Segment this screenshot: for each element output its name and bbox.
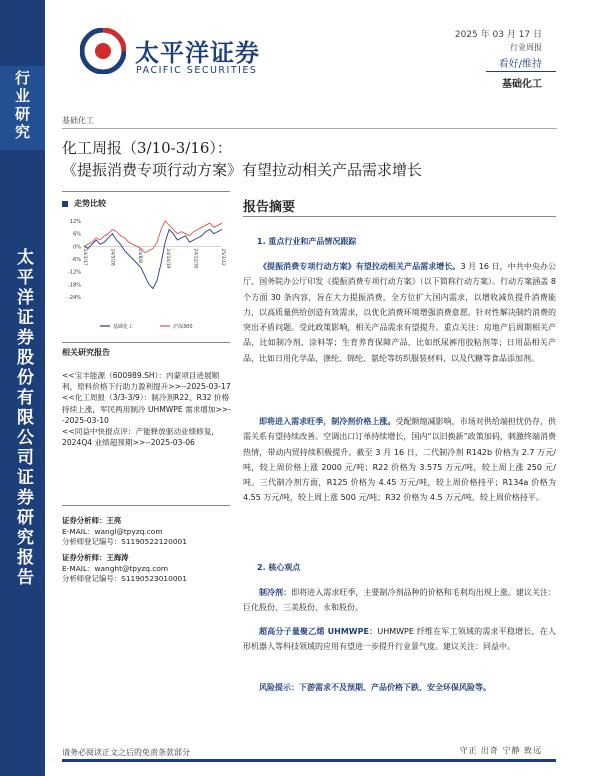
summary-heading: 报告摘要 [243, 200, 296, 215]
related-reports [62, 370, 232, 448]
brand-name-cn: 太平洋证券 [135, 39, 260, 67]
series-line [84, 229, 222, 288]
analyst-email[interactable]: E-MAIL：wangl@tpyzq.com [62, 526, 163, 536]
paragraph-lead: 超高分子量聚乙烯 UHMWPE： [259, 627, 378, 636]
y-tick-label: 12% [69, 219, 81, 225]
summary-divider [243, 216, 556, 217]
footer-disclaimer: 请务必阅读正文之后的免责条款部分 [62, 748, 190, 757]
legend-label: 沪深300 [173, 324, 193, 330]
left-top-rule [62, 191, 230, 192]
analyst-cert: 分析师登记编号：S1190523010001 [62, 574, 187, 584]
sector: 基础化工 [502, 79, 542, 90]
x-tick-label: 25/3/12 [220, 248, 225, 266]
paragraph-body: 受配额缩减影响，市场对供给端担忧仍存，供需关系有望持续改善。空调出口订单持续增长，国内“以旧换新”政策加码，刺激终端消费热情，带动内贸持续积极提升。截至 3 月 16 日，二代制冷剂 R142b 价格为 2.7 万元/吨，较上周价格上涨 2000 元/吨；R22 价格为 3.575 万元/吨，较上周上涨 250 元/吨。三代制冷剂方面，R125 价格为 4.45 万元/吨，较上周价格持平；R134a 价格为 4.55 万元/吨，较上周上涨 500 元/吨；R32 价格为 4.5 万元/吨，较上周价格持平。 [243, 417, 557, 503]
related-report-item[interactable]: <<宝丰能源（600989.SH）：内蒙项目进展顺利，原料价格下行助力盈利提升>>--2025-03-17 [62, 371, 231, 392]
y-tick-label: -6% [71, 257, 81, 263]
paragraph-consumption [243, 259, 556, 366]
x-tick-label: 24/5/28 [109, 248, 115, 266]
sidebar-bottom-label: 太平洋证券股份有限公司证券研究报告 [13, 248, 33, 588]
analyst-cert: 分析师登记编号：S1190522120001 [62, 537, 187, 547]
title-divider [62, 128, 557, 129]
paragraph-body: 3 月 16 日，中共中央办公厅、国务院办公厅印发《提振消费专项行动方案》（以下简称行动方案）。行动方案涵盖 8 个方面 30 条内容，旨在大力提振消费，全方位扩大国内需求，以增收减负提升消费能力，以高质量供给创造有效需求，以优化消费环境增强消费意愿，针对性解决制约消费的突出矛盾问题。受此政策影响，相关产品需求有望提升。重点关注：房地产后周期相关产品，比如制冷剂、涂料等；生育养育保障产品，比如纸尿裤用胶粘剂等；日用品相关产品，比如日用化学品，涤纶、锦纶、氨纶等纺织服装材料，以及代糖等食品添加剂。 [243, 262, 556, 363]
page-title-line2: 《提振消费专项行动方案》有望拉动相关产品需求增长 [62, 161, 423, 179]
company-logo [80, 28, 126, 74]
left-mid-rule [62, 342, 230, 343]
brand-name-en: PACIFIC SECURITIES [136, 65, 258, 76]
trend-heading [62, 198, 106, 209]
square-icon [62, 201, 68, 207]
breadcrumb: 基础化工 [62, 116, 94, 125]
sidebar-top-label: 行业研究 [13, 70, 31, 142]
x-tick-label: 24/12/30 [192, 248, 198, 269]
legend-label: 基础化工 [113, 324, 134, 330]
x-tick-label: 24/10/19 [164, 248, 170, 269]
analyst-block [62, 516, 232, 548]
trend-heading-text: 走势比较 [74, 199, 106, 208]
analyst-email[interactable]: E-MAIL：wanght@tpyzq.com [62, 563, 169, 573]
y-tick-label: -12% [68, 269, 81, 276]
related-report-item[interactable]: <<同益中快报点评：产能释放驱动业绩修复，2024Q4 业绩超预期>>--2025-03-06 [62, 427, 220, 448]
trend-chart [62, 213, 230, 333]
x-tick-label: 24/8/8 [137, 248, 143, 263]
y-tick-label: 0% [73, 244, 81, 251]
left-bottom-rule [62, 505, 230, 506]
paragraph-lead: 制冷剂： [259, 588, 292, 597]
analyst-name: 证券分析师：王亮 [62, 516, 122, 525]
paragraph-lead: 《提振消费专项行动方案》有望拉动相关产品需求增长。 [259, 262, 461, 271]
paragraph-refrigerant [243, 414, 556, 506]
footer-motto: 守正 出奇 宁静 致远 [459, 746, 542, 755]
paragraph-uhmwpe-view [243, 624, 556, 655]
analyst-name: 证券分析师：王海涛 [62, 553, 129, 562]
series-line [84, 221, 222, 253]
paragraph-lead: 即将进入需求旺季，制冷剂价格上涨。 [259, 417, 396, 426]
related-heading: 相关研究报告 [62, 348, 110, 357]
header-divider [486, 71, 556, 72]
page-title-line1: 化工周报（3/10-3/16）： [62, 139, 232, 157]
x-tick-label: 24/3/17 [82, 248, 87, 266]
paragraph-refrigerant-view [243, 585, 556, 616]
report-date: 2025 年 03 月 17 日 [454, 30, 542, 40]
section-2-heading: 2. 核心观点 [257, 563, 301, 572]
section-1-heading: 1. 重点行业和产品情况跟踪 [257, 237, 357, 246]
related-report-item[interactable]: <<化工周报（3/3-3/9）：制冷剂R22、R32 价格持续上涨，军民两用制冷 UHMWPE 需求增加>>--2025-03-10 [62, 393, 231, 425]
rating: 看好/维持 [498, 59, 542, 70]
risk-warning: 风险提示：下游需求不及预期、产品价格下跌、安全环保风险等。 [259, 683, 491, 692]
footer-bar [62, 759, 556, 762]
paragraph-body: 即将进入需求旺季，主要制冷剂品种的价格和毛利均出现上涨。建议关注：巨化股份、三美股份、永和股份。 [243, 588, 557, 613]
y-tick-label: 6% [73, 231, 81, 238]
y-tick-label: -24% [68, 295, 81, 301]
y-tick-label: -18% [68, 282, 81, 289]
report-type: 行业周报 [510, 43, 542, 52]
analyst-block [62, 553, 232, 585]
paragraph-body: UHMWPE 纤维在军工领域的需求平稳增长，在人形机器人等科技领域的应用有望进一步提升行业景气度。建议关注：同益中。 [243, 627, 556, 652]
